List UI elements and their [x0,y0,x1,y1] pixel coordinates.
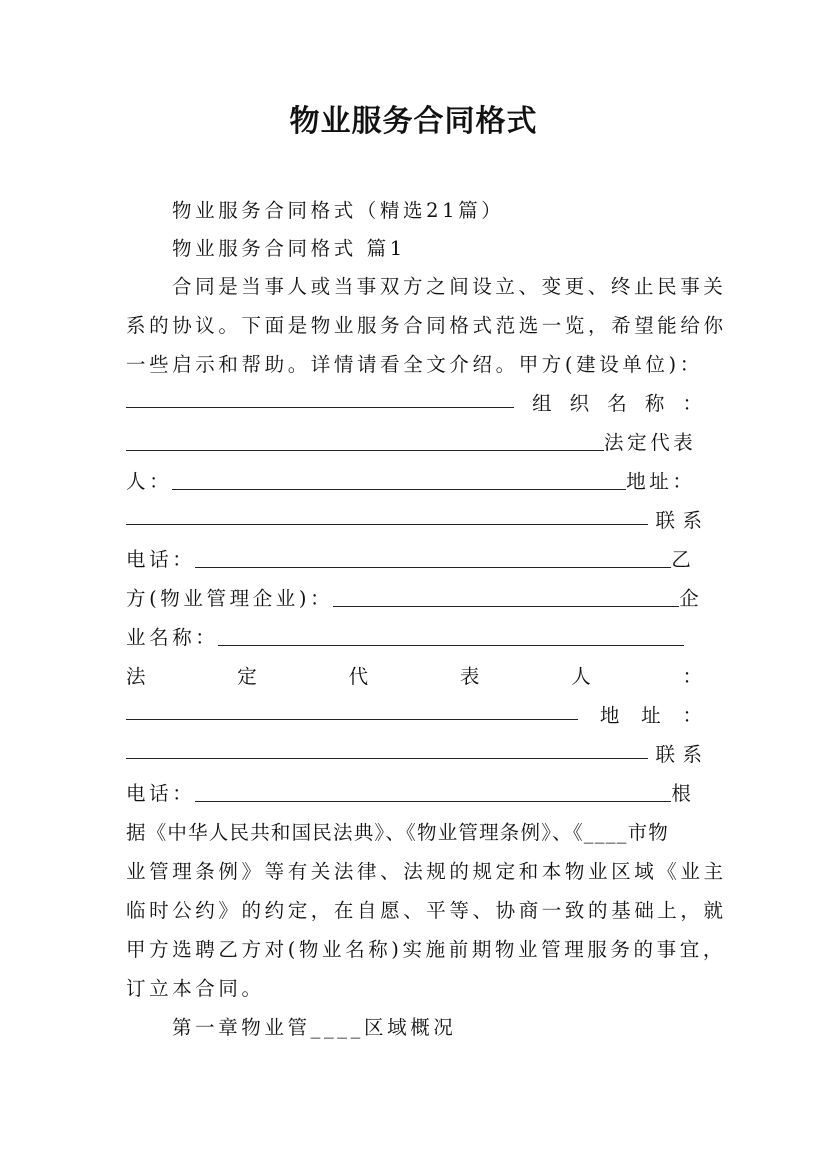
chapter-heading: 物业服务合同格式 篇1 [172,237,406,260]
legal-rep-char: 法 [126,665,146,688]
closing-line-3: 临时公约》的约定，在自愿、平等、协商一致的基础上，就 [126,899,727,922]
legal-rep-label-a: 法定代表 [604,431,697,454]
org-name-char: ： [682,392,702,415]
legal-rep-blank-3 [126,697,578,720]
paragraph-line-3: 一些启示和帮助。详情请看全文介绍。甲方(建设单位)： [126,353,703,376]
party-b-line [126,580,702,618]
address-char: 址 [641,704,661,727]
paragraph-line-1: 合同是当事人或当事双方之间设立、变更、终止民事关 [172,275,727,298]
contact-char: 系 [682,509,702,532]
closing-line-2: 业管理条例》等有关法律、法规的规定和本物业区域《业主 [126,860,727,883]
party-b-label-a: 乙 [671,548,695,571]
contact-line-2 [126,736,702,774]
section-heading: 第一章物业管____区域概况 [172,1016,457,1039]
address-blank-1 [126,502,648,525]
org-name-char: 组 [532,392,552,415]
contact-line-1 [126,502,702,540]
org-name-char: 织 [569,392,590,415]
phone-label-1: 电话： [126,548,196,571]
phone-line-2 [126,775,702,813]
party-b-blank [333,584,679,607]
org-name-line [126,385,702,423]
legal-rep-line-3 [126,658,702,696]
address-char: 地 [599,704,620,727]
legal-rep-char: ： [682,665,702,688]
legal-rep-blank-2 [172,467,626,490]
contact-char: 系 [682,743,702,766]
enterprise-label-a: 企 [679,587,703,610]
phone-label-2: 电话： [126,782,196,805]
legal-rep-char: 定 [237,665,257,688]
closing-line-1: 据《中华人民共和国民法典》、《物业管理条例》、《____市物 [126,821,670,844]
address-label-1: 地址： [626,470,696,493]
legal-rep-char: 代 [348,665,369,688]
address-blank-2 [126,736,648,759]
closing-line-4: 甲方选聘乙方对(物业名称)实施前期物业管理服务的事宜， [126,938,726,961]
org-name-blank [126,385,514,408]
enterprise-line [126,619,702,657]
contact-char: 联 [655,509,675,532]
party-b-label-b: 方(物业管理企业)： [126,587,334,610]
legal-rep-line-1 [126,424,702,462]
phone-blank-2 [195,779,671,802]
phone-blank-1 [195,545,671,568]
basis-label-a: 根 [671,782,695,805]
legal-rep-blank-1 [126,428,604,451]
enterprise-label-b: 业名称： [126,626,219,649]
legal-rep-label-b: 人： [126,470,173,493]
paragraph-line-2: 系的协议。下面是物业服务合同格式范选一览，希望能给你 [126,314,727,337]
legal-rep-char: 表 [459,665,480,688]
closing-line-5: 订立本合同。 [126,977,265,1000]
document-subtitle: 物业服务合同格式（精选21篇） [172,199,505,222]
contact-char: 联 [655,743,675,766]
document-title: 物业服务合同格式 [289,104,538,139]
enterprise-blank [218,623,684,646]
legal-rep-line-2 [126,463,702,501]
address-line-2 [126,697,702,735]
phone-line-1 [126,541,702,579]
address-char: ： [682,704,702,727]
org-name-char: 名 [607,392,627,415]
legal-rep-char: 人 [571,665,591,688]
org-name-char: 称 [644,392,665,415]
